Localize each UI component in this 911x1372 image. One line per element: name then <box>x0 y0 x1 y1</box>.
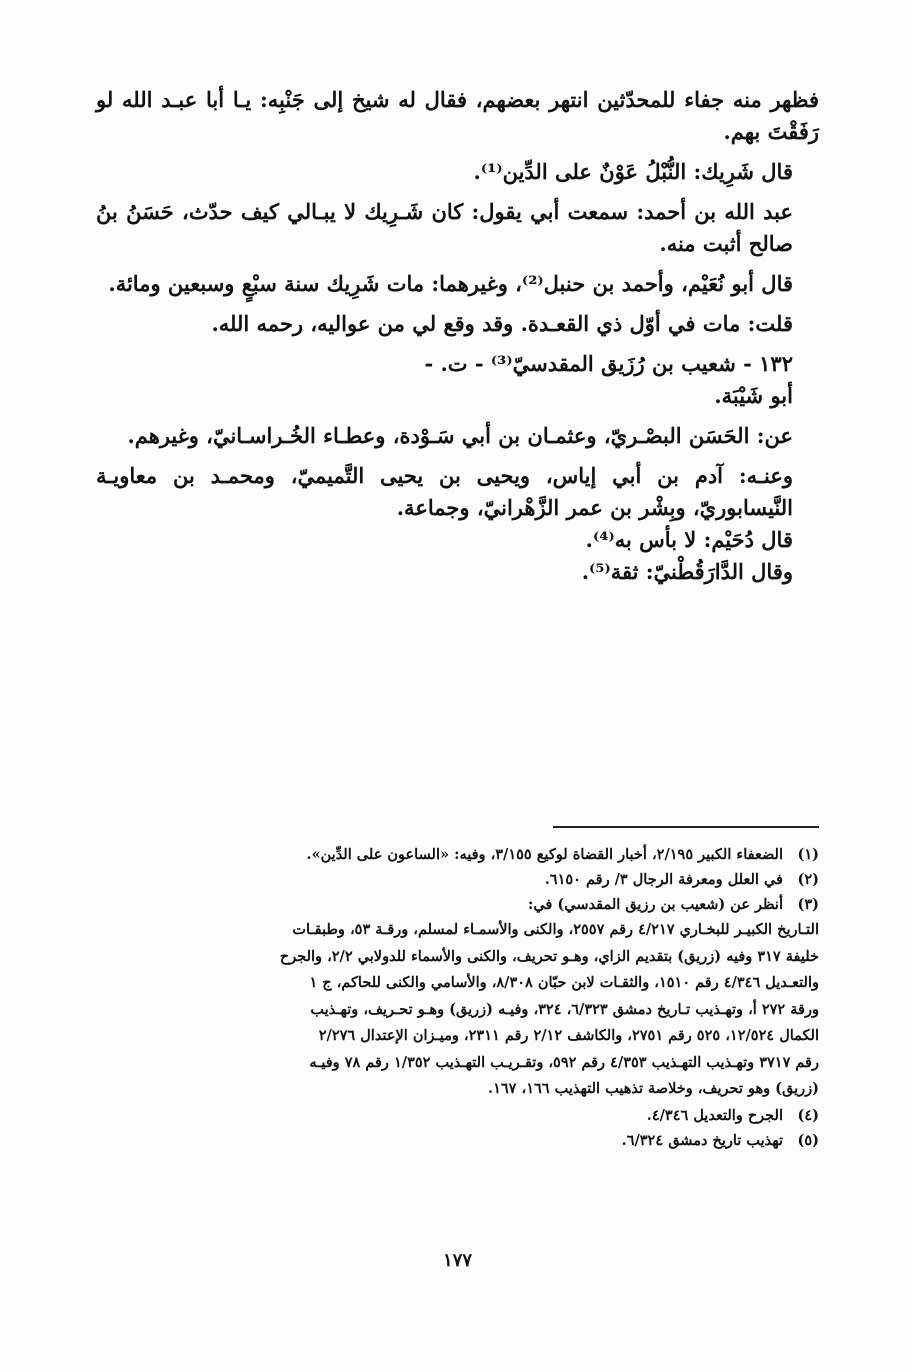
footnote-line: الكمال ١٢/٥٢٤، ٥٢٥ رقم ٢٧٥١، والكاشف ٢/١٢ رقم ٢٣١١، وميـزان الإعتدال ٢/٢٧٦ <box>318 1027 819 1044</box>
footnote-text: الجرح والتعديل ٤/٣٤٦. <box>646 1106 783 1124</box>
footnote-item <box>96 1103 819 1128</box>
paragraph: وعنـه: آدم بن أبي إياس، ويحيى بن يحيى التَّميميّ، ومحمـد بن معاويـة النَّيسابوريّ، وبِشْر بن عمر الزَّهْرانيّ، وجماعة. <box>96 463 793 520</box>
paragraph: قال أبو نُعَيْم، وأحمد بن حنبل⁽²⁾، وغيرهما: مات شَرِيك سنة سبْعٍ وسبعين ومائة. <box>108 271 793 296</box>
main-text <box>96 84 819 588</box>
footnote-text: الضعفاء الكبير ٢/١٩٥، أخبار القضاة لوكيع ٣/١٥٥، وفيه: «الساعون على الدِّين». <box>306 846 783 863</box>
footnote-line: رقم ٣٧١٧ وتهـذيب التهـذيب ٤/٣٥٣ رقم ٥٩٢، وتقـريـب التهـذيب ١/٣٥٢ رقم ٧٨ وفيـه <box>309 1053 819 1071</box>
paragraph: وقال الدَّارَقُطْنيّ: ثقة⁽⁵⁾. <box>581 559 793 584</box>
paragraph: قلت: مات في أوّل ذي القعـدة. وقد وقع لي من عواليه، رحمه الله. <box>211 311 793 336</box>
paragraph: أبو شَيْبَة. <box>714 383 793 408</box>
paragraph: قال شَرِيك: النُّبْلُ عَوْنٌ على الدِّين⁽¹⁾. <box>473 159 793 184</box>
footnote-item <box>96 1128 819 1153</box>
footnote-divider <box>553 826 819 828</box>
page-body <box>96 84 819 1372</box>
footnote-item <box>96 892 819 917</box>
paragraph: عن: الحَسَن البصْـريّ، وعثمـان بن أبي سَـوْدة، وعطـاء الخُـراسـانيّ، وغيرهم. <box>127 423 793 448</box>
footnote-number: (١) <box>797 846 819 863</box>
footnote-line: التـاريخ الكبيـر للبخـاري ٤/٢١٧ رقم ٢٥٥٧، والكنى والأسمـاء لمسلم، ورقـة ٥٣، وطبقـات <box>292 921 819 938</box>
entry-heading: ١٣٢ - شعيب بن رُزَيق المقدسيّ⁽³⁾ - ت. - <box>424 351 793 376</box>
footnote-line: والتعـديل ٤/٣٤٦ رقم ١٥١٠، والثقـات لابن حبّان ٨/٣٠٨، والأسامي والكنى للحاكم، ج ١ <box>309 974 819 991</box>
footnote-line: (زريق) وهو تحريف، وخلاصة تذهيب التهذيب ١٦٦، ١٦٧. <box>488 1080 819 1097</box>
footnote-text: أنظر عن (شعيب بن رزيق المقدسي) في: <box>527 896 783 913</box>
footnote-line: خليفة ٣١٧ وفيه (زريق) بتقديم الزاي، وهـو تحريف، والكنى والأسماء للدولابي ٢/٢، والجرح <box>279 947 819 965</box>
footnote-number: (٣) <box>797 896 819 913</box>
footnotes <box>96 842 819 1153</box>
footnote-number: (٥) <box>797 1131 819 1149</box>
paragraph: عبد الله بن أحمد: سمعت أبي يقول: كان شَـرِيك لا يبـالي كيف حدّث، حَسَنُ بنُ صالح أثبت منه. <box>96 199 793 256</box>
footnote-number: (٤) <box>797 1106 819 1124</box>
paragraph: فظهر منه جفاء للمحدّثين انتهر بعضهم، فقال له شيخ إلى جَنْبِه: يـا أبا عبـد الله لو رَفَقْتَ بهم. <box>96 87 819 144</box>
footnote-item <box>96 867 819 892</box>
footnote-text: تهذيب تاريخ دمشق ٦/٣٢٤. <box>621 1131 783 1149</box>
page-number: ١٧٧ <box>442 1250 472 1271</box>
footnote-3-body <box>96 917 819 1103</box>
footnote-number: (٢) <box>797 871 819 888</box>
footnote-line: ورقة ٢٧٢ أ، وتهـذيب تـاريخ دمشق ٦/٣٢٣، ٣٢٤، وفيـه (زريق) وهـو تحـريف، وتهـذيب <box>310 1000 819 1018</box>
footnote-text: في العلل ومعرفة الرجال ٣/ رقم ٦١٥٠. <box>544 871 783 888</box>
footnote-item <box>96 842 819 867</box>
paragraph: قال دُحَيْم: لا بأس به⁽⁴⁾. <box>585 527 793 552</box>
